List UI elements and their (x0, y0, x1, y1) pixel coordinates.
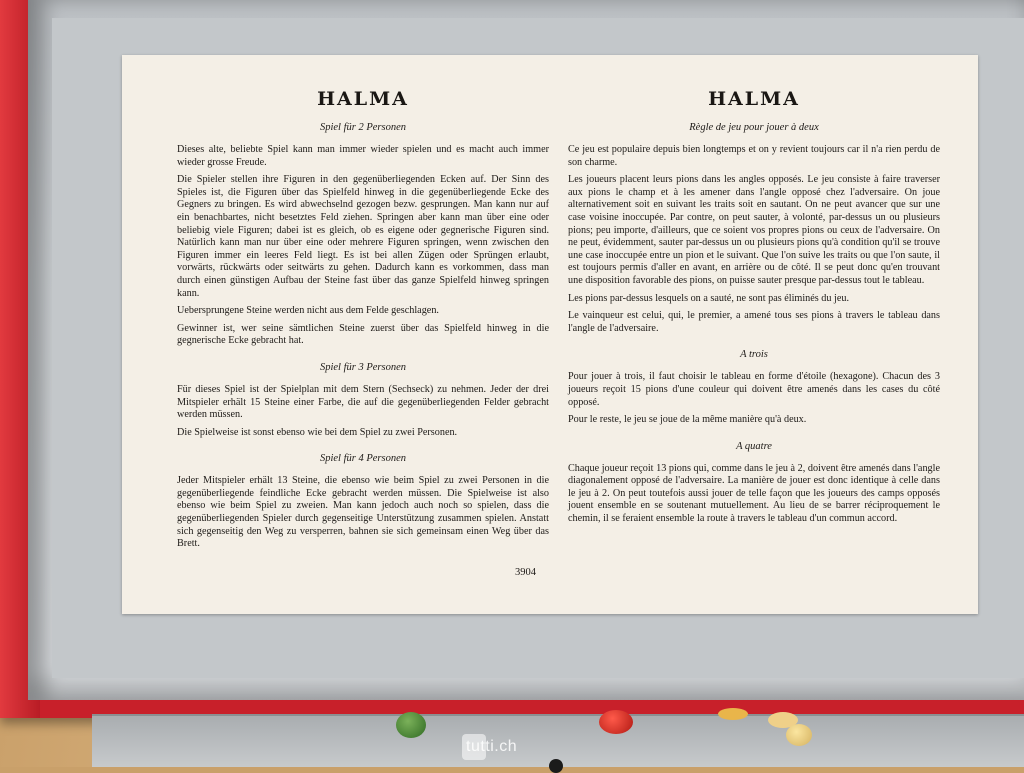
german-paragraph: Die Spielweise ist sonst ebenso wie bei dem Spiel zu zwei Personen. (177, 426, 458, 438)
french-title: HALMA (708, 88, 800, 110)
french-paragraph: Chaque joueur reçoit 13 pions qui, comme dans le jeu à 2, doivent être amenés dans l'angle diagonalement opposé de l'adversaire. La manière de jouer est donc identique à celle dans le jeu à 2. On peut toutefois aussi jouer de telle façon que les joueurs des camps opposés jouent ensemble en se soutenant mutuellement. Au lieu de se barrer réciproquement le chemin, il se feraient ensemble la route à travers le tableau d'un commun accord. (568, 462, 940, 525)
red-game-piece (599, 710, 633, 734)
french-paragraph: Pour le reste, le jeu se joue de la même manière qu'à deux. (568, 414, 807, 426)
german-paragraph: Uebersprungene Steine werden nicht aus dem Felde geschlagen. (177, 305, 439, 317)
french-subtitle-4-players: A quatre (736, 440, 772, 452)
german-subtitle-4-players: Spiel für 4 Personen (319, 453, 407, 465)
german-subtitle-2-players: Spiel für 2 Personen (319, 122, 407, 133)
german-paragraph: Für dieses Spiel ist der Spielplan mit dem Stern (Sechseck) zu nehmen. Jeder der drei Mitspieler erhält 15 Steine einer Farbe, die auf die gegenüberliegenden Felder gebracht werden müssen. (177, 383, 549, 421)
yellow-game-piece (786, 724, 812, 746)
german-title: HALMA (317, 88, 409, 110)
french-paragraph: Les joueurs placent leurs pions dans les angles opposés. Le jeu consiste à faire traverser aux pions le champ et à les amener dans l'angle opposé chez l'adversaire. On joue alternativement soit en suivant les traits soit en sautant. On ne peut avancer que sur une case voisine inoccupée. Par contre, on peut sauter, à volonté, par-dessus un ou plusieurs pions; peu importe, d'ailleurs, que ce soient vos propres pions ou ceux de l'adversaire. On ne peut, évidemment, sauter par-dessus un ou plusieurs pions qu'à condition qu'il se trouve une case inoccupée entre un pion et le suivant. Que l'on suive les traits ou que l'on saute, il est toujours permis d'aller en avant, en arrière ou de côté. Il se peut donc qu'en trouvant une disposition favorable des pions, on puisse sauter presque par-dessus tout le tableau. (568, 174, 940, 286)
german-paragraph: Dieses alte, beliebte Spiel kann man immer wieder spielen und es macht auch immer wieder grosse Freude. (177, 144, 549, 168)
french-paragraph: Le vainqueur est celui, qui, le premier, a amené tous ses pions à travers le tableau dans l'angle de l'adversaire. (568, 310, 940, 334)
green-game-piece (396, 712, 426, 738)
page-number: 3904 (515, 567, 536, 578)
watermark-text: tutti.ch (466, 738, 518, 755)
german-paragraph: Gewinner ist, wer seine sämtlichen Steine zuerst über das Spielfeld hinweg in die gegnerische Ecke gebracht hat. (177, 322, 549, 347)
french-paragraph: Pour jouer à trois, il faut choisir le tableau en forme d'étoile (hexagone). Chacun des 3 joueurs reçoit 15 pions d'une couleur qui doivent être amenés dans les cases du côté opposé. (568, 371, 940, 408)
french-paragraph: Ce jeu est populaire depuis bien longtemps et on y revient toujours car il n'a rien perdu de son charme. (568, 144, 940, 168)
rules-french-column (568, 55, 940, 531)
german-paragraph: Die Spieler stellen ihre Figuren in den gegenüberliegenden Ecken auf. Der Sinn des Spieles ist, die Figuren über das Spielfeld hinweg in die gegenüberliegende Ecke des Gegners zu bringen. Es wird abwechselnd gezogen bezw. gesprungen. Man kann nur auf ein benachbartes, nicht besetztes Feld ziehen. Springen aber kann man über eine oder beliebig viele Figuren; dabei ist es gleich, ob es eigene oder gegnerische Figuren sind. Natürlich kann man nur über eine oder mehrere Figuren springen, wenn zwischen den Figuren immer ein leeres Feld liegt. Es ist bei allen Zügen oder Sprüngen erlaubt, vorwärts, rückwärts oder seitwärts zu gehen. Dadurch kann es vorkommen, dass man durch einen günstigen Aufbau der Steine fast über das ganze Spielfeld hinweg springen kann. (177, 174, 549, 299)
german-subtitle-3-players: Spiel für 3 Personen (319, 361, 407, 373)
dark-marble (549, 759, 563, 773)
german-paragraph: Jeder Mitspieler erhält 13 Steine, die ebenso wie beim Spiel zu zwei Personen in die gegenüberliegende feindliche Ecke gebracht werden müssen. Die Spielweise ist also ebenso wie beim Spiel zu zweien. Man kann jedoch auch noch so spielen, dass die gegenüberliegenden Spieler durch gegenseitige Unterstützung zusammen spielen. Anstatt sich gegenseitig den Weg zu versperren, bahnen sie sich gemeinsam einen Weg über das Brett. (177, 475, 549, 550)
french-subtitle-2-players: Règle de jeu pour jouer à deux (689, 122, 819, 133)
yellow-game-piece (718, 708, 748, 720)
rules-sheet (122, 55, 978, 614)
french-subtitle-3-players: A trois (740, 349, 768, 361)
rules-german-column (177, 55, 549, 556)
french-paragraph: Les pions par-dessus lesquels on a sauté, ne sont pas éliminés du jeu. (568, 292, 850, 304)
